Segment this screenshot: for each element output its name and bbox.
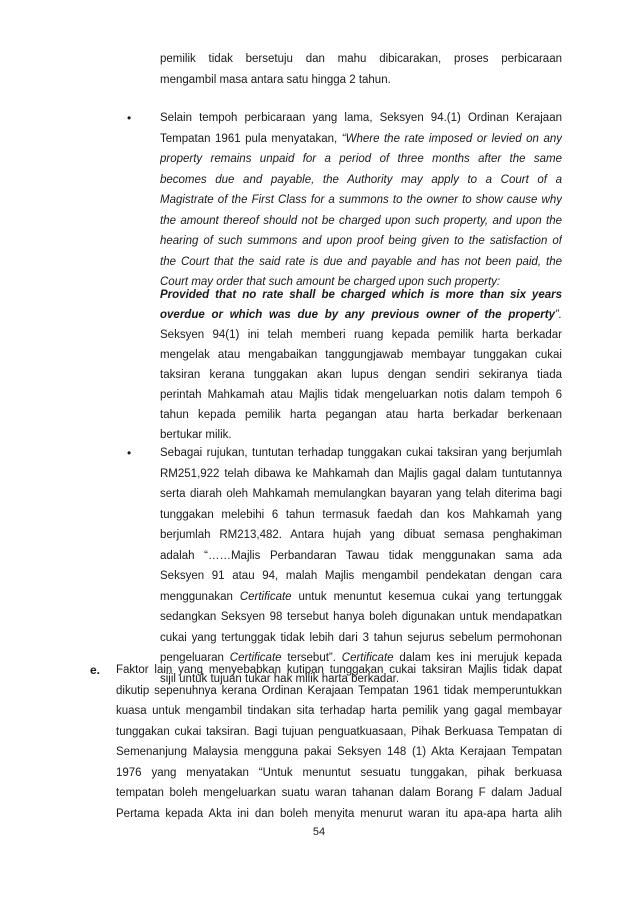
quote-fragment: “Where the rate imposed or levied on any (341, 132, 562, 145)
text-line: mengelak atau mengabaikan tanggungjawab membayar tunggakan cukai (160, 349, 562, 361)
page-number: 54 (312, 826, 326, 838)
text-line: perintah Mahkamah atau Majlis tidak mengeluarkan notis dalam tempoh 6 (160, 389, 562, 401)
text-line: sijil untuk tujuan tukar hak milik harta berkadar. (160, 672, 400, 685)
proviso-paragraph (160, 285, 562, 445)
text-line: Faktor lain yang menyebabkan kutipan tunggakan cukai taksiran Majlis tidak dapat (116, 664, 562, 676)
text-line: Seksyen 91 atau 94, malah Majlis mengambil pendekatan dengan cara (160, 570, 562, 582)
text-fragment: pengeluaran (160, 652, 230, 664)
certificate-term: Certificate (239, 590, 292, 603)
proviso-fragment: overdue or which was due by any previous owner of the property (160, 309, 555, 321)
text-line: 1976 yang menyatakan “Untuk menuntut sesuatu tunggakan, pihak berkuasa (116, 766, 562, 779)
text-line: cukai yang tertunggak tidak lebih dari 3 tahun sejurus sebelum permohonan (160, 631, 562, 644)
text-fragment: dalam kes ini merujuk kepada (393, 652, 562, 664)
text-line: serta diarah oleh Mahkamah memulangkan bayaran yang telah diterima bagi (160, 488, 562, 500)
text-line: tunggakan cukai taksiran. Bagi tujuan penguatkuasaan, Pihak Berkuasa Tempatan di (116, 725, 562, 738)
text-fragment: untuk menuntut kesemua cukai yang tertunggak (291, 590, 562, 603)
quote-line: property remains unpaid for a period of three months after the same (160, 153, 562, 165)
text-line: sedangkan Seksyen 98 tersebut hanya boleh digunakan untuk mendapatkan (160, 611, 562, 623)
text-line: Semenanjung Malaysia mengguna pakai Seksyen 148 (1) Akta Kerajaan Tempatan (116, 746, 562, 758)
text-line: tunggakan melebihi 6 tahun termasuk faedah dan kos Mahkamah yang (160, 508, 562, 521)
text-fragment: ”. (554, 309, 562, 321)
text-line: Sebagai rujukan, tuntutan terhadap tunggakan cukai taksiran yang berjumlah (160, 447, 562, 459)
quote-line: Court may order that such amount be charged upon such property: (160, 276, 501, 288)
text-line (160, 129, 562, 150)
bullet-icon: • (127, 111, 132, 125)
text-line: Seksyen 94(1) ini telah memberi ruang kepada pemilik harta berkadar (160, 329, 562, 341)
bullet-paragraph-seksyen-94 (160, 108, 562, 293)
certificate-term: Certificate (229, 652, 282, 664)
text-fragment: Tempatan 1961 pula menyatakan, (160, 132, 342, 145)
section-e-paragraph (116, 660, 562, 824)
text-line: adalah “……Majlis Perbandaran Tawau tidak menggunakan sama ada (160, 549, 562, 562)
quote-line: becomes due and payable, the Authority may apply to a Court of a (160, 173, 562, 186)
text-line (160, 305, 562, 325)
quote-line: the Court that the said rate is due and payable and has not been paid, the (160, 255, 562, 268)
text-line: tahun kepada pemilik harta pegangan atau harta berkadar berkenaan (160, 409, 562, 421)
quote-line: the amount thereof should not be charged upon such property, and upon the (160, 214, 562, 227)
text-line: Pertama kepada Akta ini dan boleh menyita menurut waran itu apa-apa harta alih (116, 807, 562, 820)
quote-line: hearing of such summons and upon proof being given to the satisfaction of (160, 235, 562, 247)
proviso-line: Provided that no rate shall be charged which is more than six years (160, 289, 562, 301)
text-line: tempatan boleh mengeluarkan suatu waran tahanan dalam Borang F dalam Jadual (116, 787, 562, 799)
bullet-icon: • (127, 446, 132, 460)
certificate-term: Certificate (341, 652, 394, 664)
text-line: kuasa untuk mengambil tindakan sita terhadap harta pemilik yang gagal membayar (116, 705, 562, 717)
text-line: berjumlah RM213,482. Antara hujah yang dibuat semasa penghakiman (160, 529, 562, 541)
text-line (160, 587, 562, 608)
text-line: bertukar milik. (160, 429, 232, 441)
text-line: RM251,922 telah dibawa ke Mahkamah dan Majlis gagal dalam tuntutannya (160, 467, 562, 480)
text-line: pemilik tidak bersetuju dan mahu dibicarakan, proses perbicaraan (160, 53, 562, 65)
text-fragment: tersebut”. (281, 652, 342, 664)
text-line: dikutip sepenuhnya kerana Ordinan Kerajaan Tempatan 1961 tidak memperuntukkan (116, 684, 562, 697)
text-line: Selain tempoh perbicaraan yang lama, Seksyen 94.(1) Ordinan Kerajaan (160, 112, 562, 124)
text-fragment: menggunakan (160, 590, 240, 603)
quote-line: Magistrate of the First Class for a summons to the owner to show cause why (160, 194, 562, 206)
text-line: mengambil masa antara satu hingga 2 tahun. (160, 73, 391, 86)
continuation-paragraph (160, 49, 562, 90)
section-marker: e. (90, 663, 101, 677)
bullet-paragraph-rujukan (160, 443, 562, 689)
text-line: taksiran kerana tunggakan akan lupus dengan sendiri sekiranya tiada (160, 369, 562, 381)
